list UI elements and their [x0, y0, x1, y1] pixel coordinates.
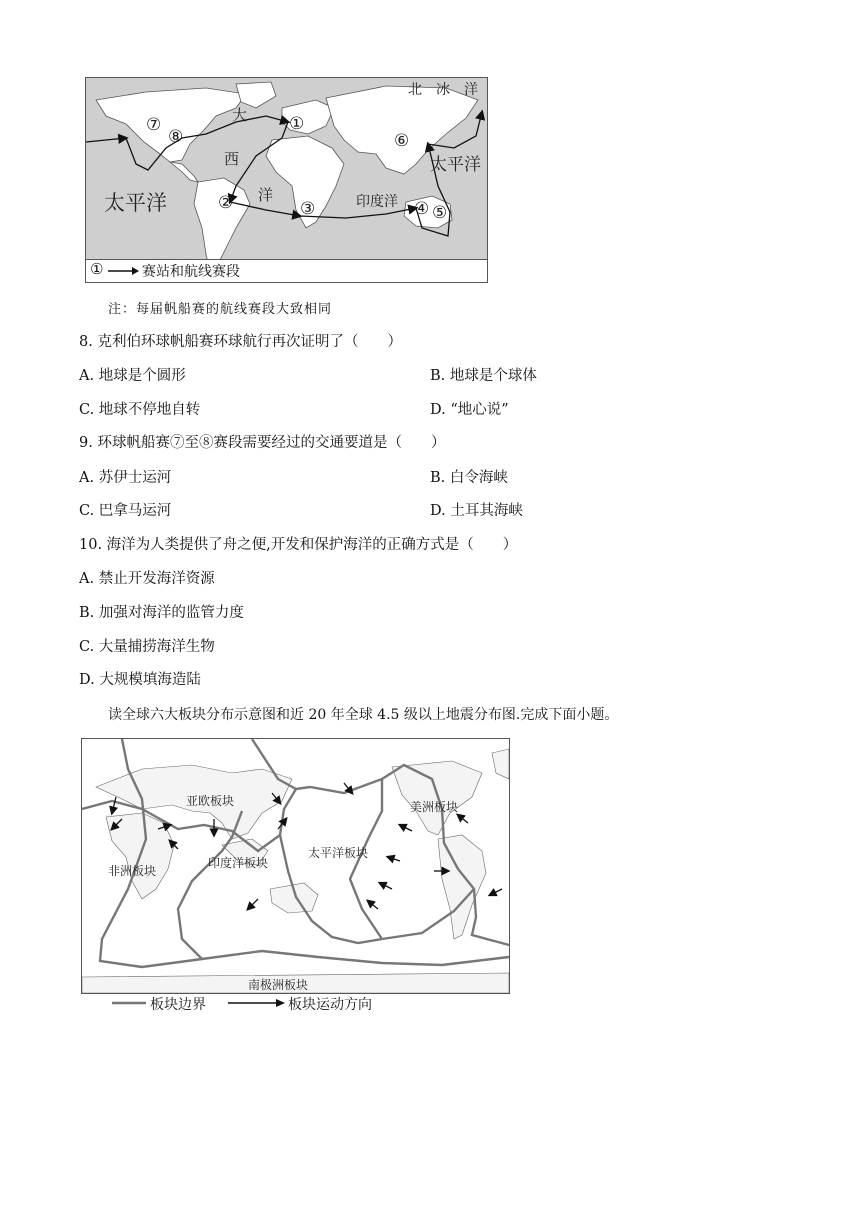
map-note: 注：每届帆船赛的航线赛段大致相同 — [108, 302, 333, 317]
label-atlantic-1: 大 — [232, 106, 248, 124]
race-route-map-graphic — [86, 78, 487, 282]
legend-station-symbol: ① — [90, 260, 104, 278]
question-9-option-a: A. 苏伊士运河 — [79, 470, 172, 486]
label-indian-ocean: 印度洋 — [356, 194, 398, 210]
station-2: ② — [218, 193, 234, 213]
tectonic-plates-graphic — [82, 739, 509, 993]
question-8-option-a: A. 地球是个圆形 — [79, 368, 186, 384]
label-eurasian-plate: 亚欧板块 — [186, 794, 235, 808]
station-6: ⑥ — [394, 131, 410, 151]
label-atlantic-3: 洋 — [258, 186, 274, 204]
question-10-stem: 10. 海洋为人类提供了舟之便,开发和保护海洋的正确方式是（ ） — [79, 537, 518, 553]
question-8-option-d: D. “地心说” — [430, 402, 509, 418]
label-antarctic-plate: 南极洲板块 — [248, 978, 309, 992]
question-10-option-d: D. 大规模填海造陆 — [79, 672, 201, 688]
question-10-option-c: C. 大量捕捞海洋生物 — [79, 639, 215, 655]
race-map-legend — [86, 259, 487, 282]
label-pacific-plate: 太平洋板块 — [308, 846, 369, 860]
question-9-option-c: C. 巴拿马运河 — [79, 503, 172, 519]
question-9-option-b: B. 白令海峡 — [430, 470, 508, 486]
continents — [86, 82, 487, 282]
question-8-option-c: C. 地球不停地自转 — [79, 402, 201, 418]
station-8: ⑧ — [168, 127, 184, 147]
label-pacific-east: 太平洋 — [430, 155, 481, 175]
label-arctic-ocean: 北 冰 洋 — [408, 82, 478, 98]
question-8-option-b: B. 地球是个球体 — [430, 368, 537, 384]
label-pacific-west: 太平洋 — [104, 191, 167, 215]
question-9-stem: 9. 环球帆船赛⑦至⑧赛段需要经过的交通要道是（ ） — [79, 435, 446, 451]
legend-direction-arrow-icon — [228, 997, 286, 1009]
label-american-plate: 美洲板块 — [410, 800, 459, 814]
question-10-option-a: A. 禁止开发海洋资源 — [79, 571, 215, 587]
label-indo-australian-plate: 印度洋板块 — [208, 856, 269, 870]
station-5: ⑤ — [432, 203, 448, 223]
question-10-option-b: B. 加强对海洋的监管力度 — [79, 605, 244, 621]
station-7: ⑦ — [146, 115, 162, 135]
legend-boundary-line-icon — [112, 1000, 146, 1006]
station-3: ③ — [300, 199, 316, 219]
question-8-stem: 8. 克利伯环球帆船赛环球航行再次证明了（ ） — [79, 334, 402, 350]
question-9-option-d: D. 土耳其海峡 — [430, 503, 523, 519]
race-route-map — [85, 77, 488, 283]
label-african-plate: 非洲板块 — [108, 864, 157, 878]
legend-direction-text: 板块运动方向 — [288, 997, 372, 1013]
plates-intro: 读全球六大板块分布示意图和近 20 年全球 4.5 级以上地震分布图.完成下面小题。 — [108, 707, 619, 723]
tectonic-plates-map — [81, 738, 510, 994]
station-4: ④ — [414, 199, 430, 219]
legend-boundary-text: 板块边界 — [150, 997, 206, 1013]
legend-route-text: 赛站和航线赛段 — [142, 264, 240, 280]
label-atlantic-2: 西 — [224, 150, 240, 168]
station-1: ① — [289, 114, 305, 134]
legend-arrow-icon — [108, 265, 140, 277]
